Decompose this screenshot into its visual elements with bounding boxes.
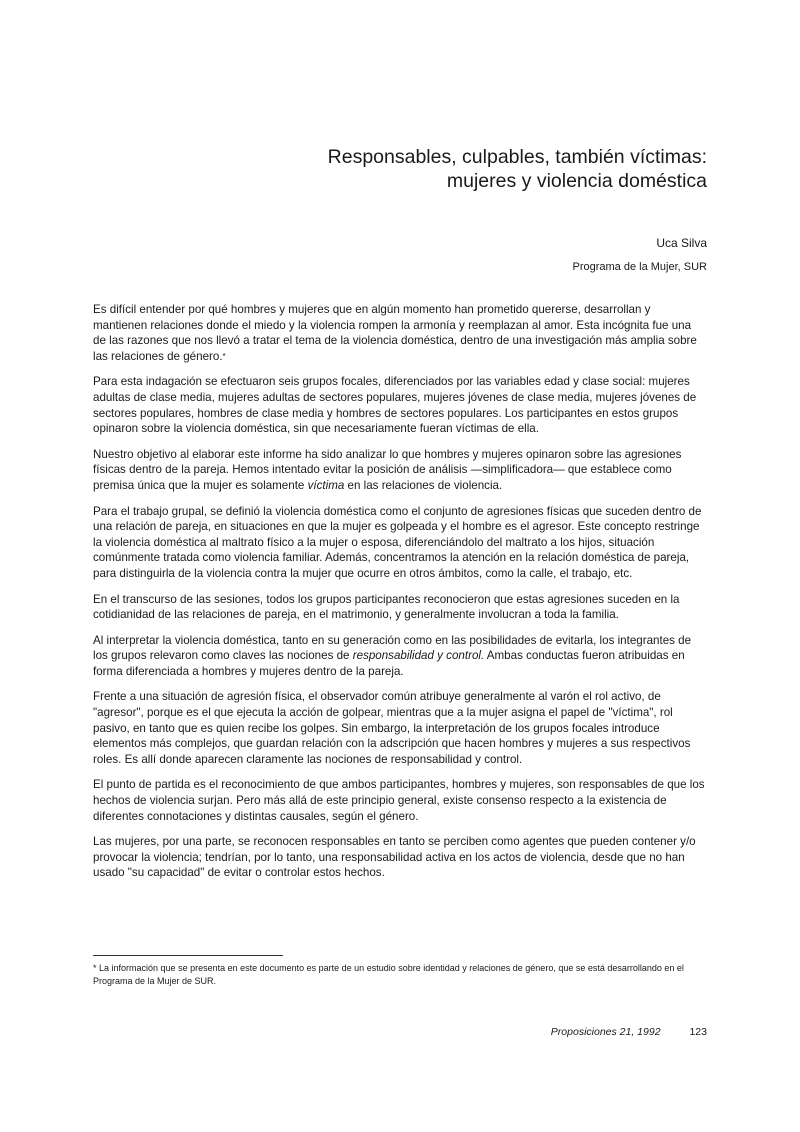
title-line-2: mujeres y violencia doméstica xyxy=(446,170,707,192)
title-line-1: Responsables, culpables, también víctimas: xyxy=(327,146,707,168)
footnote-reference: * xyxy=(222,351,226,361)
paragraph-8: El punto de partida es el reconocimiento de que ambos participantes, hombres y mujeres, son responsables de que los hechos de violencia surjan. Pero más allá de este principio general, existe consenso respecto a la existencia de diferentes connotaciones y distintas causales, según el género. xyxy=(93,778,705,823)
footnote xyxy=(93,962,713,988)
paragraph-6: Al interpretar la violencia doméstica, tanto en su generación como en las posibilidades de evitarla, los integrantes de los grupos relevaron como claves las nociones de responsabilidad y control. Ambas conductas fueron atribuidas en forma diferenciada a hombres y mujeres dentro de la pareja. xyxy=(93,633,692,678)
author-name: Uca Silva xyxy=(656,236,707,250)
footnote-divider xyxy=(93,955,283,956)
paragraph-2: Para esta indagación se efectuaron seis grupos focales, diferenciados por las variables edad y clase social: mujeres adultas de clase media, mujeres adultas de sectores populares, mujeres jóvenes de clase media, mujeres jóvenes de sectores populares, hombres de clase media y hombres de sectores populares. Los participantes en estos grupos opinaron sobre la violencia doméstica, sin que necesariamente fueran víctimas de ella. xyxy=(93,375,697,436)
journal-citation: Proposiciones 21, 1992 xyxy=(550,1026,661,1038)
page-number: 123 xyxy=(689,1026,707,1038)
article-body xyxy=(93,302,707,891)
emphasis-victima: víctima xyxy=(307,478,345,492)
paragraph-1: Es difícil entender por qué hombres y mujeres que en algún momento han prometido quererse, desarrollan y mantienen relaciones donde el miedo y la violencia rompen la armonía y reemplazan al amor. Esta incógnita fue una de las razones que nos llevó a tratar el tema de la violencia doméstica, dentro de una investigación más amplia sobre las relaciones de género.* xyxy=(93,303,697,363)
paragraph-5: En el transcurso de las sesiones, todos los grupos participantes reconocieron que estas agresiones suceden en la cotidianidad de las relaciones de pareja, en el matrimonio, y generalmente involucran a toda la familia. xyxy=(93,592,680,622)
paragraph-4: Para el trabajo grupal, se definió la violencia doméstica como el conjunto de agresiones físicas que suceden dentro de una relación de pareja, en situaciones en que la mujer es golpeada y el hombre es el agresor. Este concepto restringe la violencia doméstica al maltrato físico a la mujer o esposa, diferenciándolo del maltrato a los hijos, situación comúnmente tratada como violencia familiar. Además, concentramos la atención en la relación doméstica de pareja, para distinguirla de la violencia contra la mujer que ocurre en otros ámbitos, como la calle, el trabajo, etc. xyxy=(93,504,702,580)
footnote-text: La información que se presenta en este documento es parte de un estudio sobre identidad y relaciones de género, que se está desarrollando en el Programa de la Mujer de SUR. xyxy=(93,963,684,986)
footnote-mark: * xyxy=(93,963,97,973)
paragraph-3: Nuestro objetivo al elaborar este informe ha sido analizar lo que hombres y mujeres opinaron sobre las agresiones físicas dentro de la pareja. Hemos intentado evitar la posición de análisis —simplificadora— que establece como premisa única que la mujer es solamente víctima en las relaciones de violencia. xyxy=(93,447,682,492)
page-footer xyxy=(551,1026,707,1038)
paragraph-9: Las mujeres, por una parte, se reconocen responsables en tanto se perciben como agentes que pueden contener y/o provocar la violencia; tendrían, por lo tanto, una responsabilidad activa en los actos de violencia, desde que no han usado "su capacidad" de evitar o controlar estos hechos. xyxy=(93,835,696,880)
article-title xyxy=(207,145,707,193)
author-affiliation: Programa de la Mujer, SUR xyxy=(572,261,707,273)
paragraph-7: Frente a una situación de agresión física, el observador común atribuye generalmente al varón el rol activo, de "agresor", porque es el que ejecuta la acción de golpear, mientras que a la mujer asigna el papel de "víctima", rol pasivo, en tanto que es quien recibe los golpes. Sin embargo, la interpretación de los grupos focales introduce elementos más complejos, que guardan relación con la adscripción que hacen hombres y mujeres a sus respectivos roles. Es allí donde aparecen claramente las nociones de responsabilidad y control. xyxy=(93,690,691,766)
emphasis-responsabilidad: responsabilidad y control. xyxy=(352,649,485,663)
